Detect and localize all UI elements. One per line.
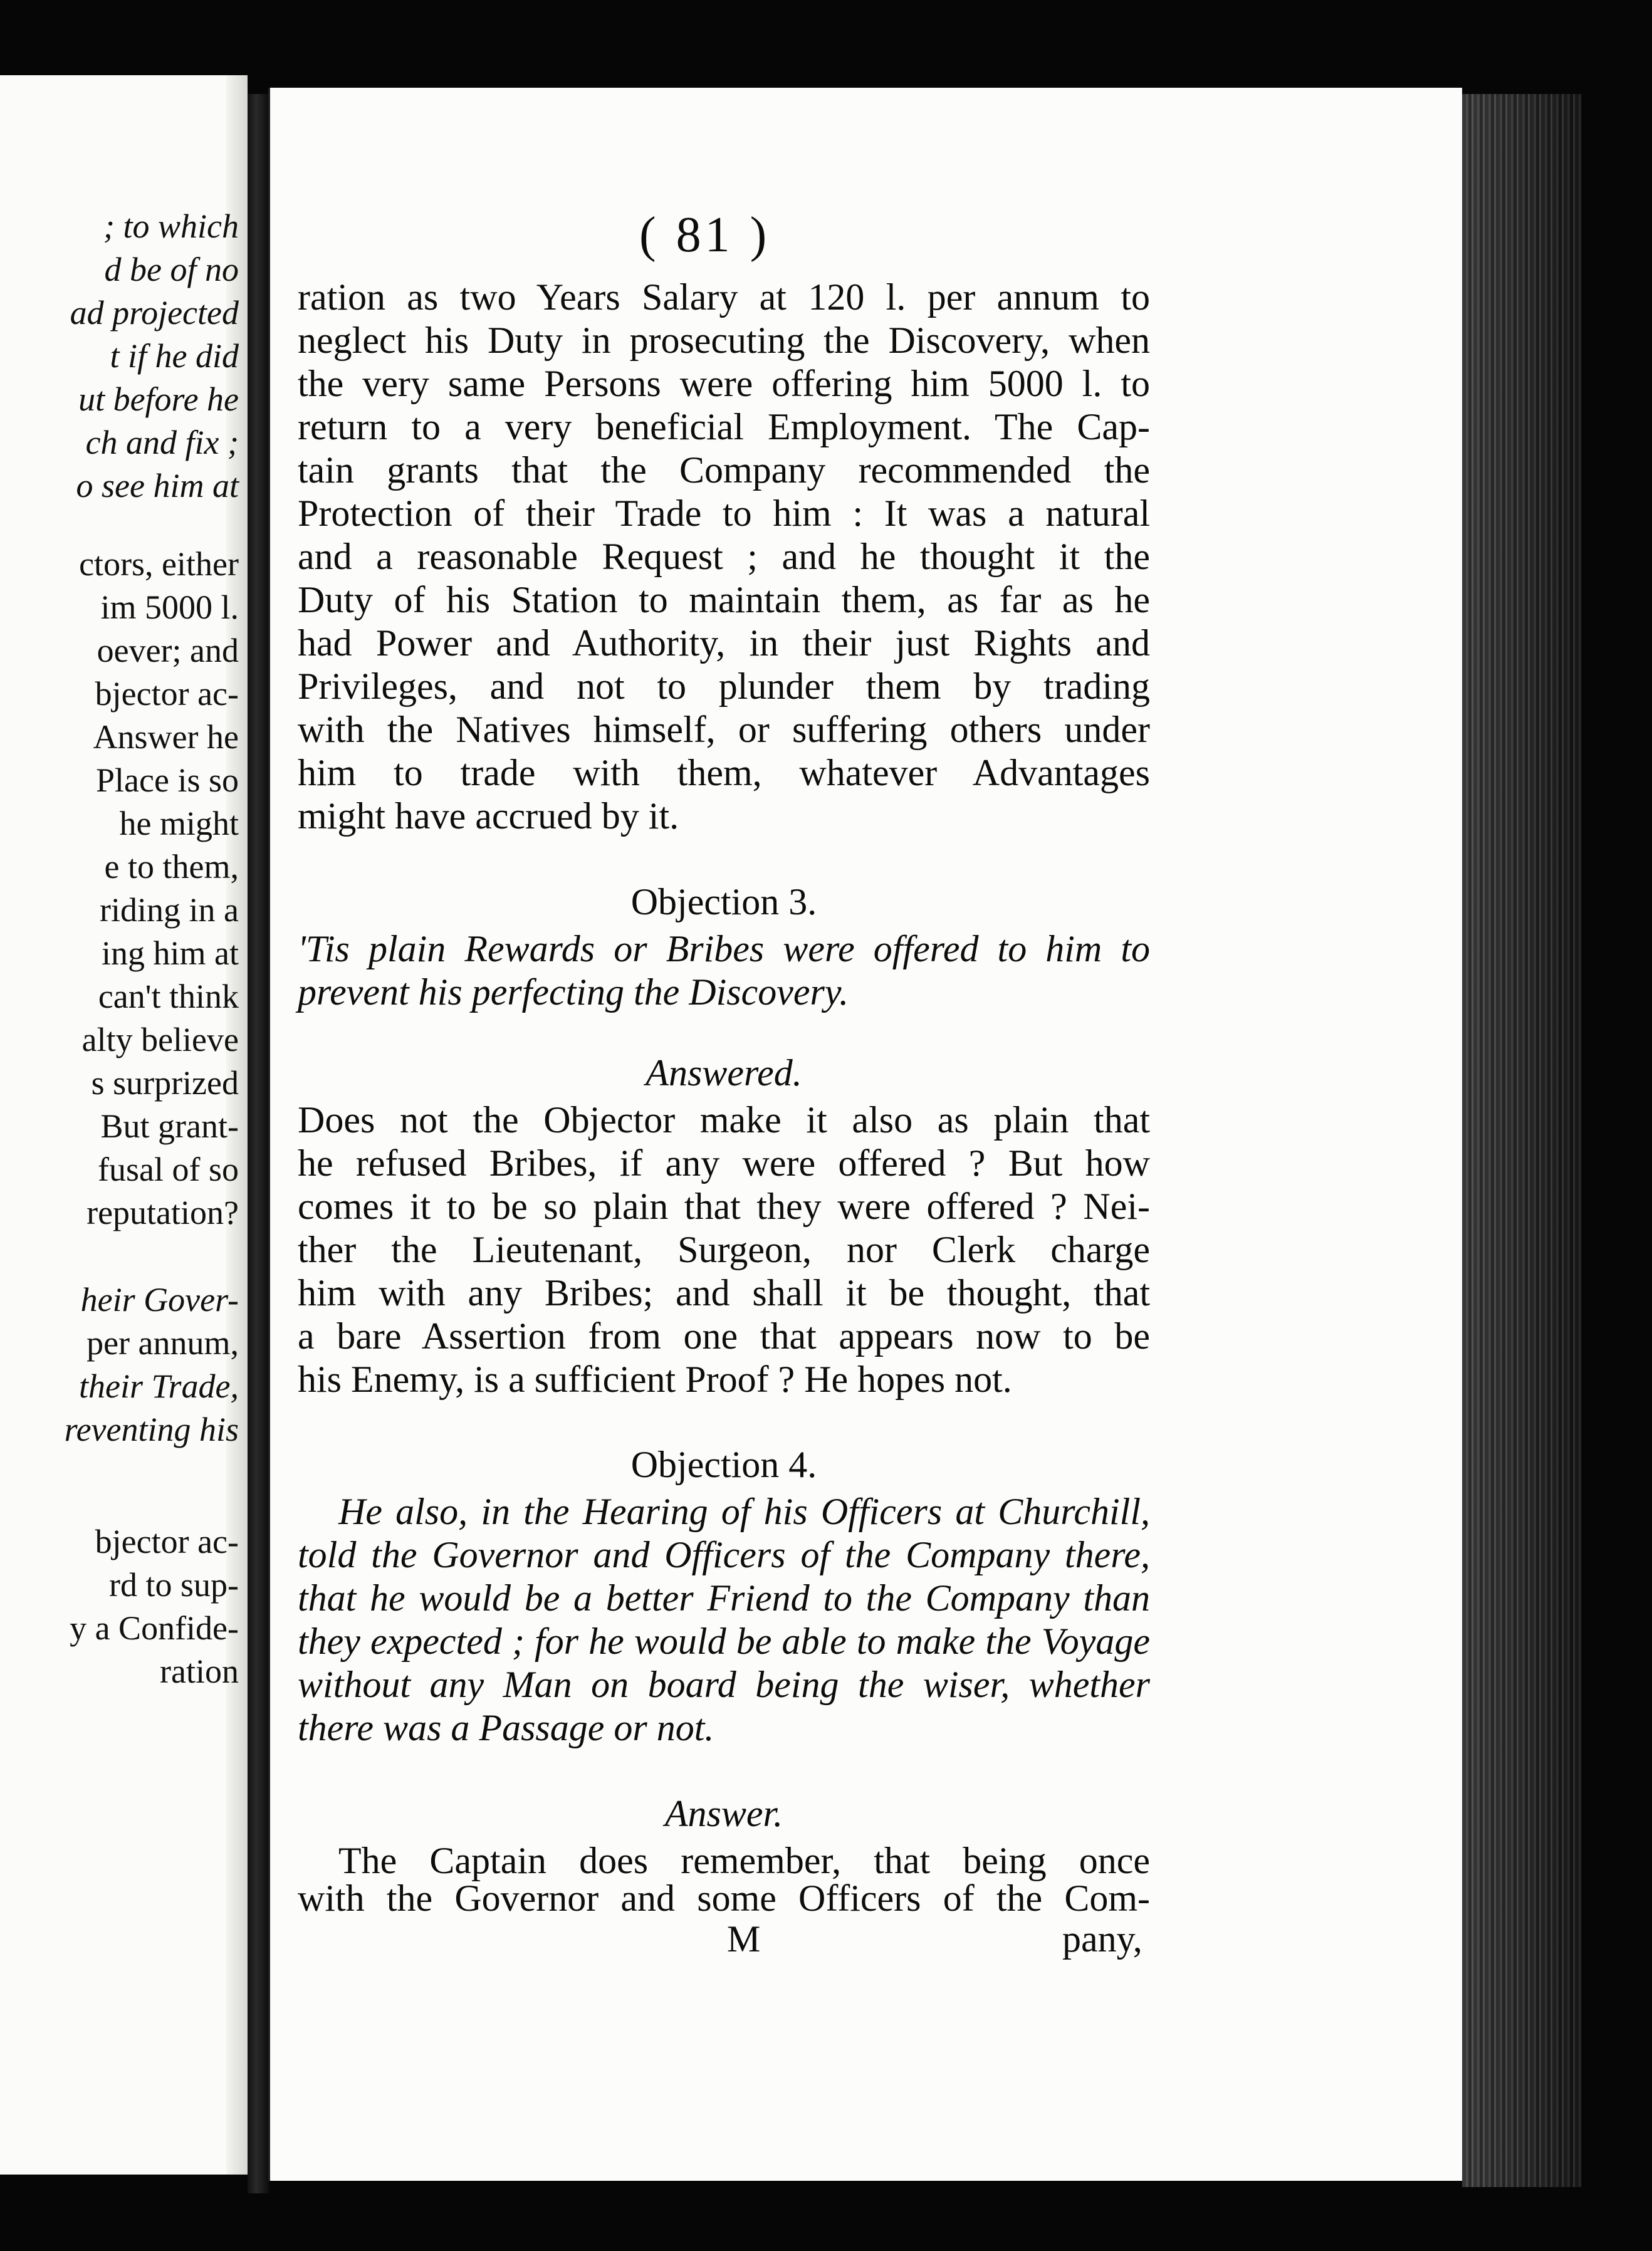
- objection-3-heading: Objection 3.: [630, 881, 817, 922]
- text-line: with the Governor and some Officers of the Com-: [298, 1878, 1150, 1919]
- verso-text-line: fusal of so: [98, 1151, 239, 1188]
- verso-text-line: heir Gover-: [80, 1281, 239, 1319]
- verso-text-line: ch and fix ;: [85, 424, 239, 461]
- text-line: there was a Passage or not.: [298, 1707, 714, 1748]
- text-line: ration as two Years Salary at 120 l. per annum to: [298, 276, 1150, 318]
- text-line: Duty of his Station to maintain them, as far as he: [298, 579, 1150, 620]
- text-line: neglect his Duty in prosecuting the Discovery, when: [298, 320, 1150, 361]
- text-line: The Captain does remember, that being once: [338, 1840, 1150, 1881]
- text-line: his Enemy, is a sufficient Proof ? He hopes not.: [298, 1359, 1012, 1400]
- text-line: He also, in the Hearing of his Officers at Churchill,: [338, 1491, 1150, 1532]
- page-edges-shade: [1462, 94, 1581, 2187]
- book-gutter: [248, 94, 269, 2193]
- text-line: had Power and Authority, in their just Rights and: [298, 622, 1150, 664]
- verso-text-line: ad projected: [70, 294, 239, 332]
- text-line: a bare Assertion from one that appears now to be: [298, 1315, 1150, 1357]
- answered-heading: Answered.: [646, 1052, 802, 1094]
- text-line: him with any Bribes; and shall it be thought, that: [298, 1272, 1150, 1314]
- verso-text-line: reputation?: [86, 1194, 239, 1231]
- text-line: Does not the Objector make it also as plain that: [298, 1099, 1150, 1141]
- verso-text-line: reventing his: [64, 1411, 239, 1448]
- verso-text-line: e to them,: [104, 848, 239, 885]
- text-line: ther the Lieutenant, Surgeon, nor Clerk charge: [298, 1229, 1150, 1270]
- verso-text-line: per annum,: [86, 1324, 239, 1362]
- objection-4-heading: Objection 4.: [630, 1444, 817, 1485]
- verso-text-line: he might: [119, 805, 239, 842]
- verso-text-line: But grant-: [100, 1107, 239, 1145]
- verso-text-line: ration: [160, 1653, 239, 1690]
- text-line: prevent his perfecting the Discovery.: [298, 971, 849, 1013]
- text-line: might have accrued by it.: [298, 795, 679, 837]
- text-line: they expected ; for he would be able to make the Voyage: [298, 1621, 1150, 1662]
- text-line: Privileges, and not to plunder them by trading: [298, 666, 1150, 707]
- verso-text-line: d be of no: [104, 251, 239, 288]
- verso-text-line: t if he did: [110, 337, 239, 375]
- verso-text-line: bjector ac-: [95, 1523, 239, 1560]
- verso-text-line: o see him at: [76, 467, 239, 504]
- verso-text-line: y a Confide-: [70, 1609, 239, 1647]
- text-line: tain grants that the Company recommended the: [298, 449, 1150, 491]
- answer-heading: Answer.: [664, 1793, 783, 1834]
- verso-text-line: ctors, either: [79, 545, 239, 583]
- verso-text-line: bjector ac-: [95, 675, 239, 713]
- verso-text-line: s surprized: [91, 1064, 239, 1102]
- text-line: comes it to be so plain that they were offered ? Nei-: [298, 1186, 1150, 1227]
- text-line: and a reasonable Request ; and he thought it the: [298, 536, 1150, 577]
- verso-text-line: their Trade,: [78, 1367, 239, 1405]
- text-line: return to a very beneficial Employment. The Cap-: [298, 406, 1150, 447]
- verso-text-line: ; to which: [103, 207, 239, 245]
- verso-text-line: ing him at: [102, 934, 239, 972]
- text-line: without any Man on board being the wiser, whether: [298, 1664, 1150, 1705]
- verso-text-line: oever; and: [97, 632, 239, 669]
- text-line: Protection of their Trade to him : It was a natural: [298, 493, 1150, 534]
- text-line: he refused Bribes, if any were offered ? But how: [298, 1142, 1150, 1184]
- verso-text-line: alty believe: [81, 1021, 239, 1058]
- text-line: the very same Persons were offering him 5000 l. to: [298, 363, 1150, 404]
- text-line: that he would be a better Friend to the Company than: [298, 1577, 1150, 1619]
- verso-text-line: im 5000 l.: [100, 588, 239, 626]
- verso-text-line: ut before he: [78, 380, 239, 418]
- verso-text-line: Place is so: [96, 761, 239, 799]
- text-line: with the Natives himself, or suffering others under: [298, 709, 1150, 750]
- verso-text-line: can't think: [98, 978, 239, 1015]
- text-line: told the Governor and Officers of the Company there,: [298, 1534, 1150, 1575]
- verso-page-fragment: [0, 75, 248, 2175]
- verso-text-line: rd to sup-: [109, 1566, 239, 1604]
- signature-mark: M: [727, 1918, 761, 1960]
- catchword: pany,: [1062, 1918, 1142, 1960]
- verso-text-line: Answer he: [93, 718, 239, 756]
- page-number: ( 81 ): [639, 207, 771, 263]
- verso-text-line: riding in a: [100, 891, 239, 929]
- text-line: him to trade with them, whatever Advantages: [298, 752, 1150, 793]
- text-line: 'Tis plain Rewards or Bribes were offered to him to: [298, 928, 1150, 969]
